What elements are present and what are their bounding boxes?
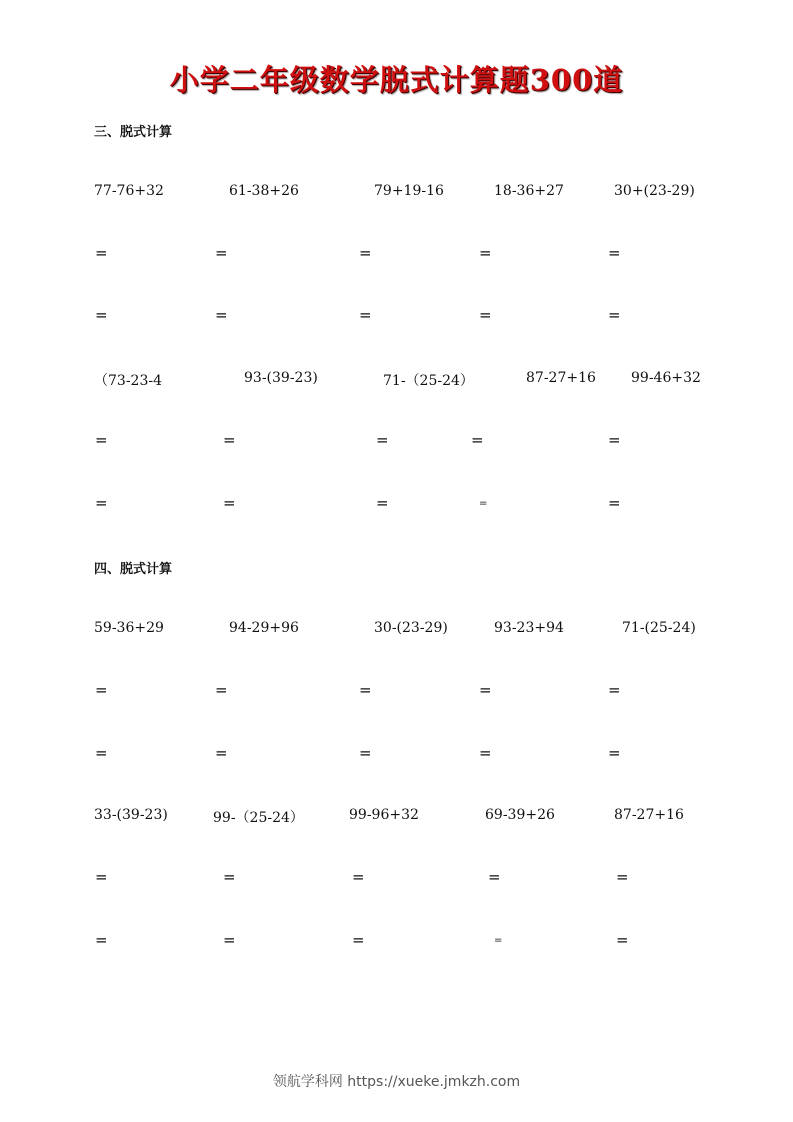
answer-line[interactable]: =: [352, 931, 365, 949]
answer-line[interactable]: =: [616, 931, 629, 949]
problem: 87-27+16: [614, 807, 684, 823]
answer-line[interactable]: =: [95, 244, 108, 262]
answer-line[interactable]: =: [215, 306, 228, 324]
problem: 87-27+16: [526, 370, 596, 386]
problem: 71-（25-24）: [383, 373, 474, 389]
answer-line[interactable]: =: [479, 306, 492, 324]
answer-line[interactable]: =: [479, 744, 492, 762]
problem: 59-36+29: [94, 620, 164, 636]
answer-line[interactable]: =: [95, 306, 108, 324]
answer-line[interactable]: =: [376, 494, 389, 512]
problem: 99-96+32: [349, 807, 419, 823]
answer-line[interactable]: =: [223, 931, 236, 949]
answer-line[interactable]: =: [95, 431, 108, 449]
problem: 77-76+32: [94, 183, 164, 199]
answer-line[interactable]: =: [471, 431, 484, 449]
answer-line[interactable]: =: [608, 306, 621, 324]
answer-line[interactable]: =: [223, 868, 236, 886]
answer-line[interactable]: =: [479, 681, 492, 699]
answer-line[interactable]: =: [359, 681, 372, 699]
answer-line[interactable]: =: [376, 431, 389, 449]
section-heading-4: 四、脱式计算: [94, 562, 173, 577]
problem: 71-(25-24): [622, 620, 696, 636]
problem: 99-（25-24）: [213, 810, 304, 826]
answer-line[interactable]: =: [223, 431, 236, 449]
answer-line[interactable]: =: [215, 244, 228, 262]
answer-line[interactable]: =: [359, 744, 372, 762]
answer-line[interactable]: =: [95, 868, 108, 886]
answer-line[interactable]: =: [608, 244, 621, 262]
section-heading-3: 三、脱式计算: [94, 125, 173, 140]
problem: 93-23+94: [494, 620, 564, 636]
answer-line[interactable]: =: [616, 868, 629, 886]
answer-line[interactable]: =: [95, 931, 108, 949]
problem: 94-29+96: [229, 620, 299, 636]
answer-line[interactable]: =: [608, 681, 621, 699]
answer-line[interactable]: =: [608, 431, 621, 449]
answer-line[interactable]: =: [223, 494, 236, 512]
answer-line[interactable]: =: [608, 494, 621, 512]
answer-line[interactable]: =: [608, 744, 621, 762]
answer-line[interactable]: =: [494, 935, 503, 946]
answer-line[interactable]: =: [359, 306, 372, 324]
problem: 69-39+26: [485, 807, 555, 823]
answer-line[interactable]: =: [95, 744, 108, 762]
answer-line[interactable]: =: [359, 244, 372, 262]
page-title: 小学二年级数学脱式计算题300道: [169, 63, 624, 97]
answer-line[interactable]: =: [215, 681, 228, 699]
problem: 33-(39-23): [94, 807, 168, 823]
answer-line[interactable]: =: [95, 494, 108, 512]
problem: 99-46+32: [631, 370, 701, 386]
answer-line[interactable]: =: [95, 681, 108, 699]
problem: 18-36+27: [494, 183, 564, 199]
footer-watermark: 领航学科网 https://xueke.jmkzh.com: [272, 1074, 521, 1090]
answer-line[interactable]: =: [352, 868, 365, 886]
problem: 61-38+26: [229, 183, 299, 199]
problem: 30+(23-29): [614, 183, 695, 199]
problem: （73-23-4: [94, 373, 162, 389]
problem: 79+19-16: [374, 183, 444, 199]
problem: 30-(23-29): [374, 620, 448, 636]
problem: 93-(39-23): [244, 370, 318, 386]
answer-line[interactable]: =: [479, 498, 488, 509]
answer-line[interactable]: =: [479, 244, 492, 262]
answer-line[interactable]: =: [215, 744, 228, 762]
answer-line[interactable]: =: [488, 868, 501, 886]
